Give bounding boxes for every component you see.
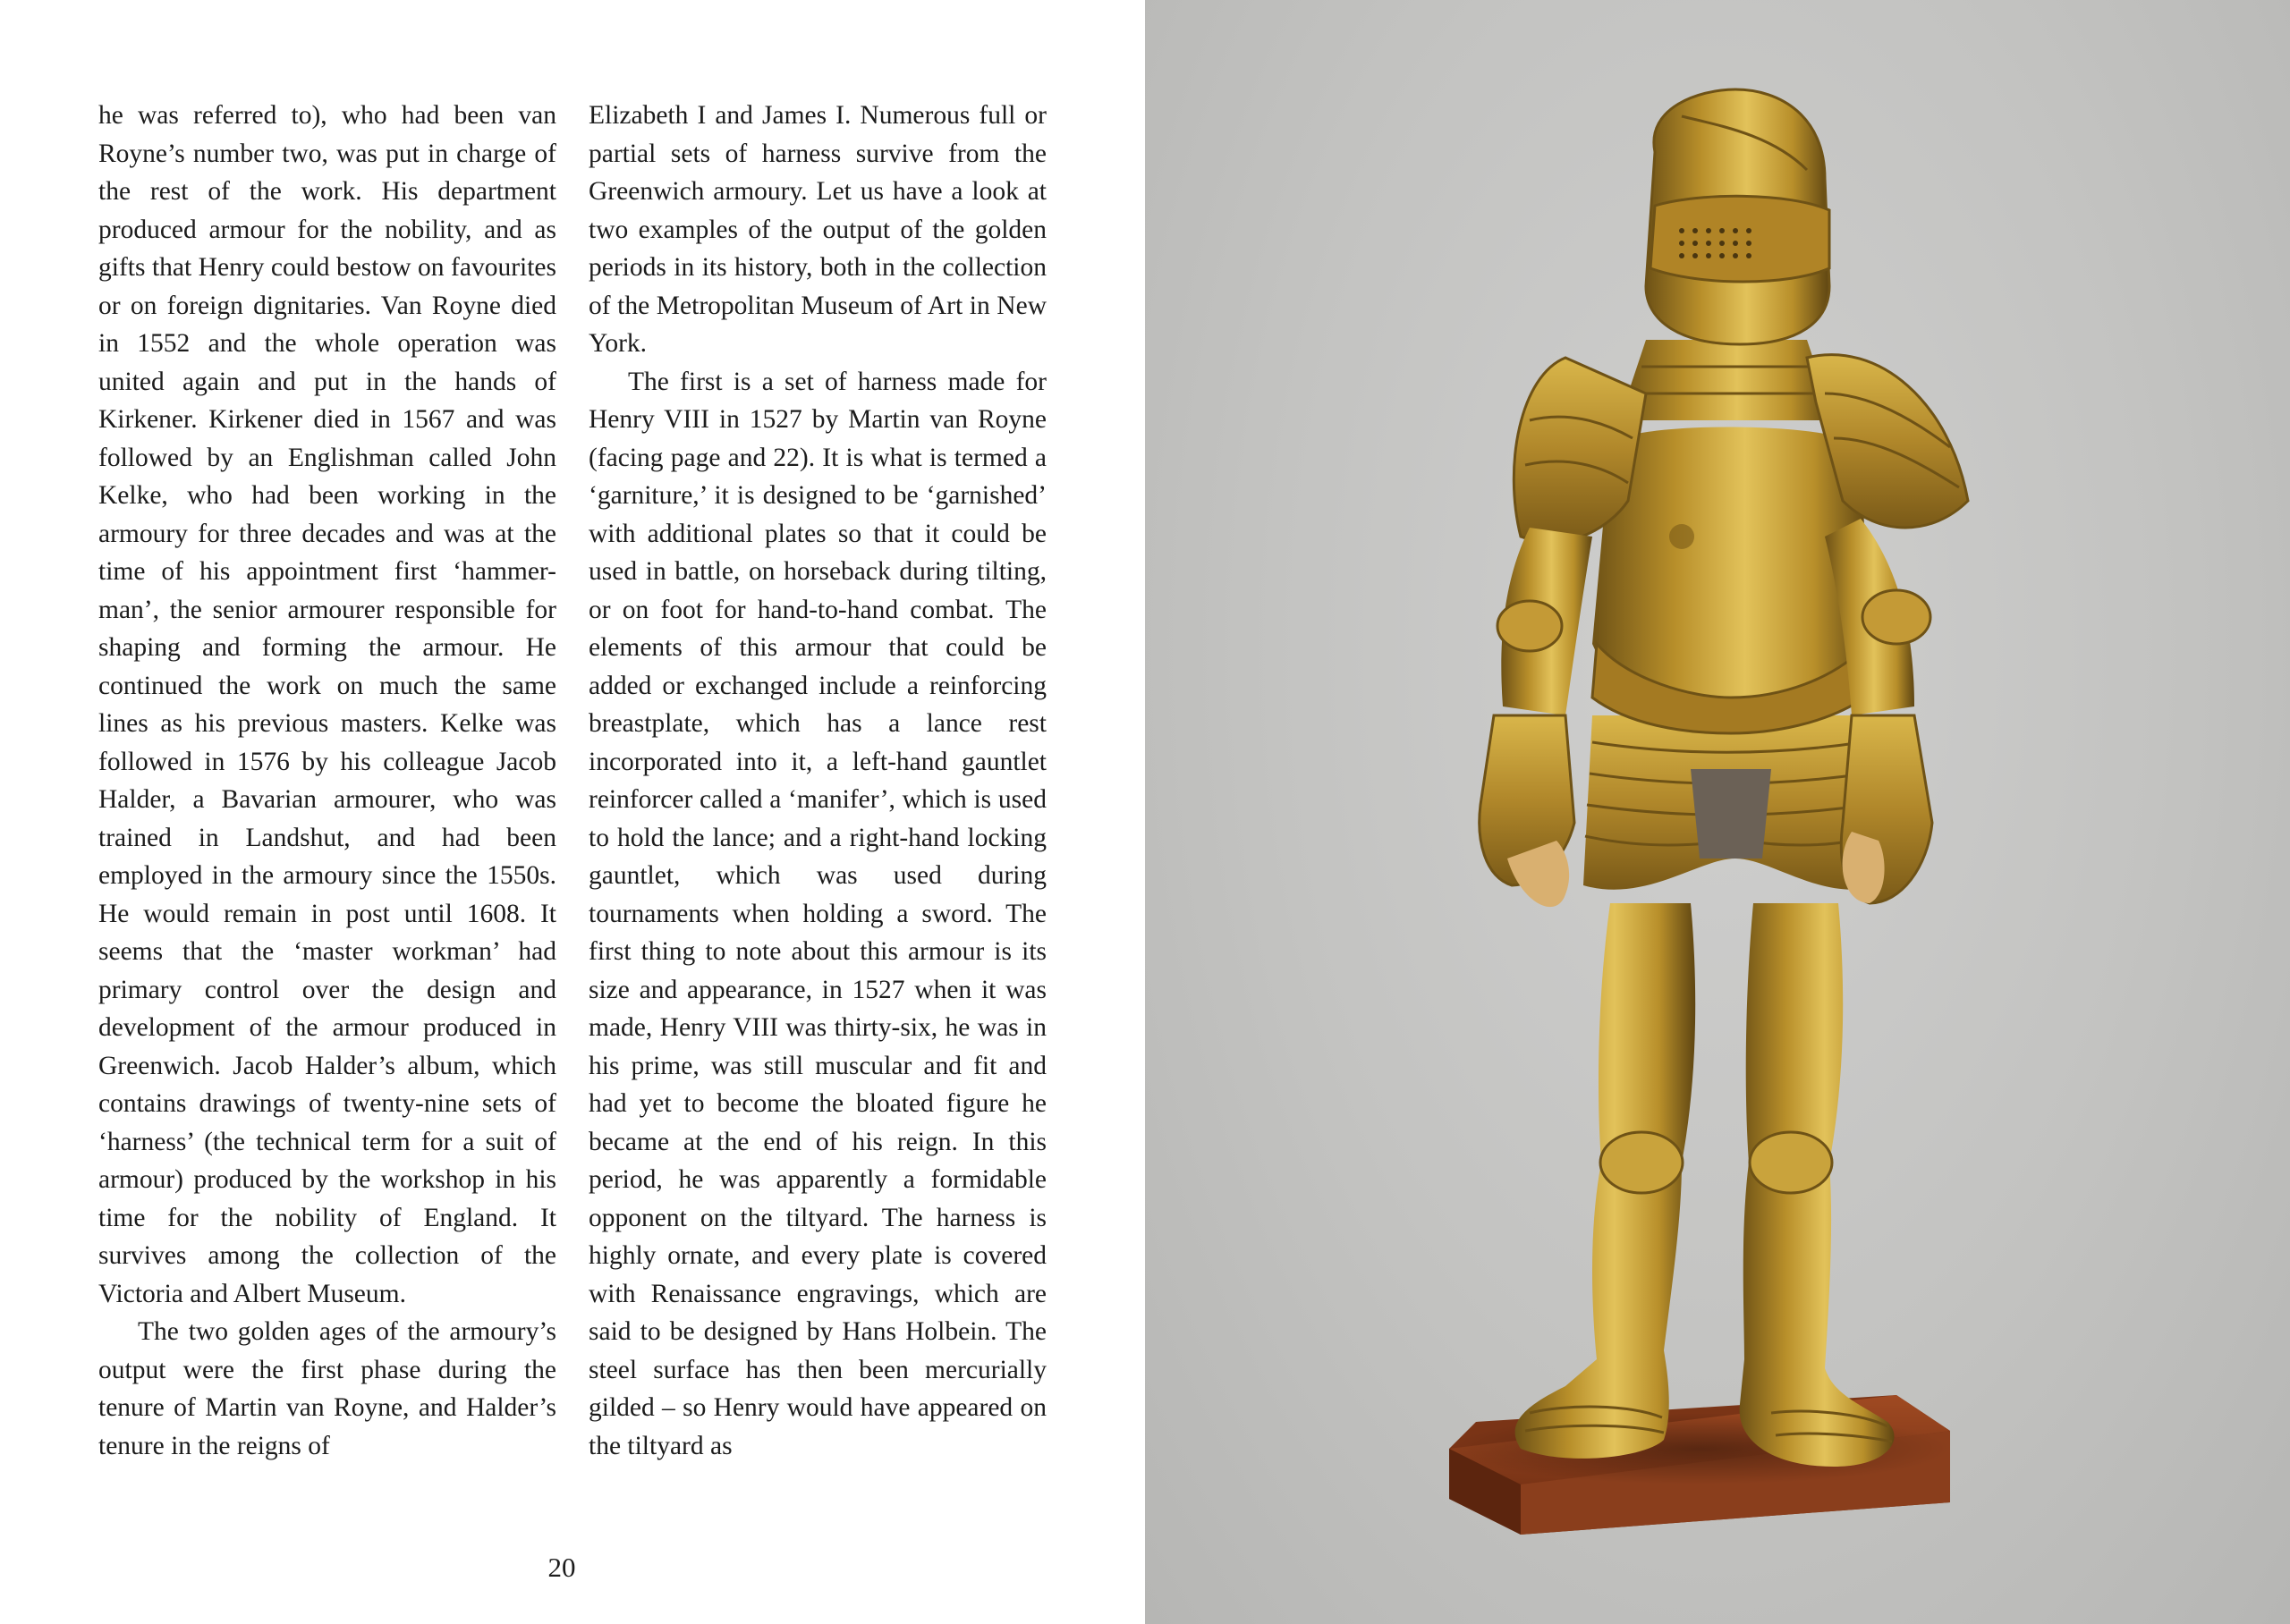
left-paragraph-1: he was referred to), who had been van Royne’s number two, was put in charge of the rest of the work. His department produced armour for the nobility, and as gifts that Henry could bestow on favourites or on foreign dignitaries. Van Royne died in 1552 and the whole operation was united again and put in the hands of Kirkener. Kirkener died in 1567 and was followed by an Englishman called John Kelke, who had been working in the armoury for three decades and was at the time of his appointment first ‘hammer-man’, the senior armourer responsible for shaping and forming the armour. He continued the work on much the same lines as his previous masters. Kelke was followed in 1576 by his colleague Jacob Halder, a Bavarian armourer, who was trained in Landshut, and had been employed in the armoury since the 1550s. He would remain in post until 1608. It seems that the ‘master workman’ had primary control over the design and development of the armour produced in Greenwich. Jacob Halder’s album, which contains drawings of twenty-nine sets of ‘harness’ (the technical term for a suit of armour) produced by the workshop in his time for the nobility of England. It survives among the collection of the Victoria and Albert Museum. <box>98 101 556 1308</box>
right-text-column <box>589 97 1047 1465</box>
right-paragraph-2: The first is a set of harness made for Henry VIII in 1527 by Martin van Royne (facing page and 22). It is what is termed a ‘garniture,’ it is designed to be ‘garnished’ with additional plates so that it could be used in battle, on horseback during tilting, or on foot for hand-to-hand combat. The elements of this armour that could be added or exchanged include a reinforcing breastplate, which has a lance rest incorporated into it, a left-hand gauntlet reinforcer called a ‘manifer’, which is used to hold the lance; and a right-hand locking gauntlet, which was used during tournaments when holding a sword. The first thing to note about this armour is its size and appearance, in 1527 when it was made, Henry VIII was thirty-six, he was in his prime, was still muscular and fit and had yet to become the bloated figure he became at the end of his reign. In this period, he was apparently a formidable opponent on the tiltyard. The harness is highly ornate, and every plate is covered with Renaissance engravings, which are said to be designed by Hans Holbein. The steel surface has then been mercurially gilded – so Henry would have appeared on the tiltyard as <box>589 367 1047 1460</box>
armour-photograph <box>1145 0 2290 1624</box>
armour-illustration <box>1145 0 2290 1624</box>
left-paragraph-2: The two golden ages of the armoury’s output were the first phase during the tenure of Martin van Royne, and Halder’s tenure in the reigns of <box>98 1317 556 1460</box>
page-number: 20 <box>547 1552 576 1583</box>
armour-figure <box>1480 89 1968 1467</box>
right-paragraph-1: Elizabeth I and James I. Numerous full or partial sets of harness survive from the Greenwich armoury. Let us have a look at two examples of the output of the golden periods in its history, both in the collection of the Metropolitan Museum of Art in New York. <box>589 101 1047 358</box>
left-text-column <box>98 97 556 1465</box>
